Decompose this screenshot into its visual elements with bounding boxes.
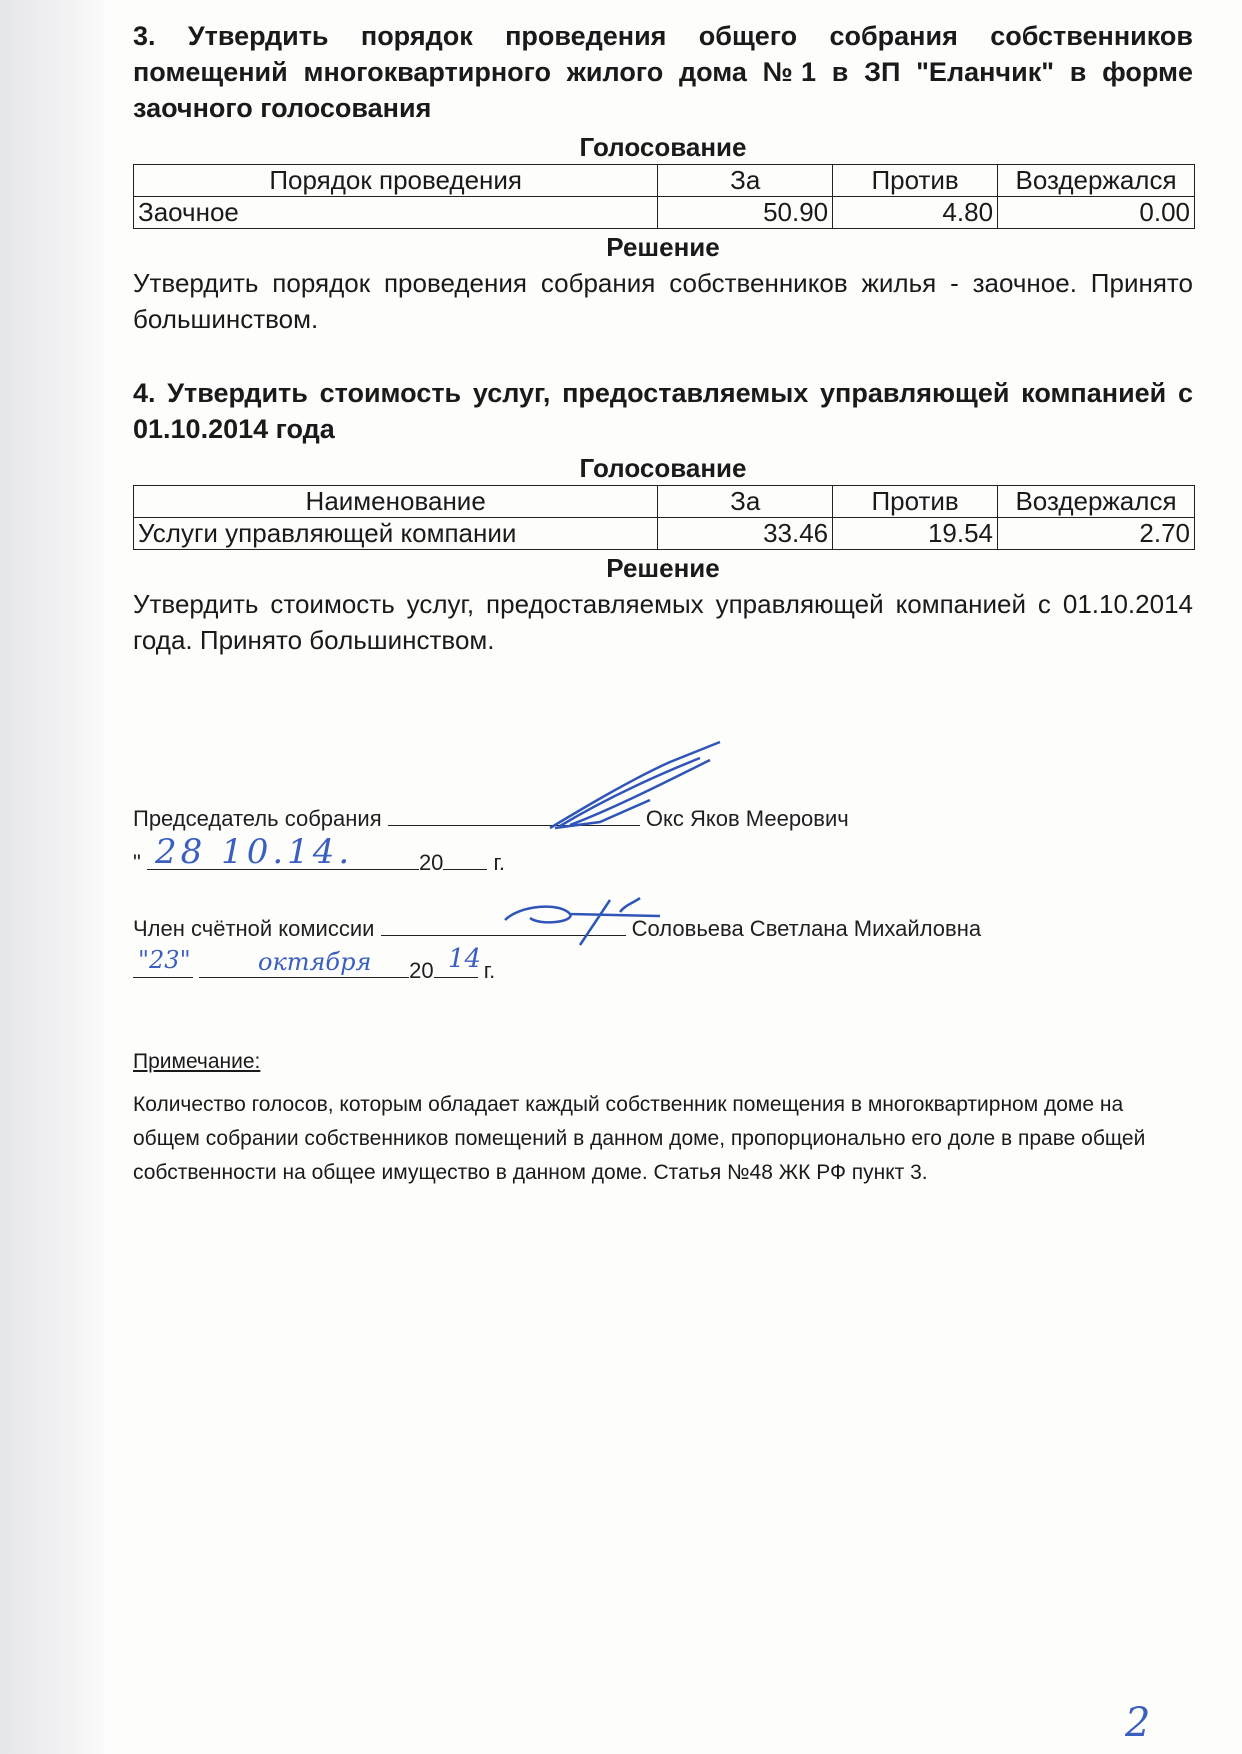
item3-decision-heading: Решение bbox=[606, 232, 720, 262]
year-prefix: 20 bbox=[418, 850, 444, 875]
month-line bbox=[199, 977, 409, 978]
day-line bbox=[133, 977, 193, 978]
date-quote: " bbox=[133, 850, 141, 875]
table-row bbox=[134, 518, 1195, 550]
page-number: 2 bbox=[1125, 1700, 1151, 1746]
votes-against: 19.54 bbox=[833, 518, 998, 550]
col-header: Воздержался bbox=[998, 165, 1195, 197]
col-header: Против bbox=[833, 165, 998, 197]
chair-name: Окс Яков Меерович bbox=[645, 806, 849, 831]
table-header-row bbox=[134, 165, 1195, 197]
chair-handwritten-date: 28 10.14. bbox=[155, 832, 354, 872]
votes-against: 4.80 bbox=[833, 197, 998, 229]
item3-vote-table bbox=[133, 164, 1195, 229]
row-label: Услуги управляющей компании bbox=[134, 518, 658, 550]
item4-vote-table bbox=[133, 485, 1195, 550]
counter-handwritten-day: "23" bbox=[138, 946, 191, 974]
counter-signature-icon bbox=[500, 890, 670, 950]
note-text: Количество голосов, которым обладает каждый собственник помещения в многоквартирном доме на общем собрании собственников помещений в данном доме, пропорционально его доле в праве общей собственности на общее имущество в данном доме. Статья №48 ЖК РФ пункт 3. bbox=[133, 1093, 1146, 1184]
counter-handwritten-month: октября bbox=[258, 948, 372, 976]
year-line bbox=[443, 869, 487, 870]
item4-title: 4. Утвердить стоимость услуг, предоставляемых управляющей компанией с 01.10.2014 года bbox=[133, 378, 1193, 444]
item4-decision-heading: Решение bbox=[606, 553, 720, 583]
item3-vote-heading: Голосование bbox=[579, 132, 747, 162]
votes-for: 33.46 bbox=[658, 518, 833, 550]
row-label: Заочное bbox=[134, 197, 658, 229]
votes-abstain: 0.00 bbox=[998, 197, 1195, 229]
item3-decision-text: Утвердить порядок проведения собрания собственников жилья - заочное. Принято большинством. bbox=[133, 268, 1193, 334]
scan-fold-shadow bbox=[0, 0, 105, 1754]
votes-abstain: 2.70 bbox=[998, 518, 1195, 550]
votes-for: 50.90 bbox=[658, 197, 833, 229]
item4-vote-heading: Голосование bbox=[579, 453, 747, 483]
table-header-row bbox=[134, 486, 1195, 518]
year-prefix: 20 bbox=[409, 958, 434, 983]
document-body bbox=[133, 18, 1193, 658]
item4-decision-text: Утвердить стоимость услуг, предоставляемых управляющей компанией с 01.10.2014 года. Принято большинством. bbox=[133, 589, 1193, 655]
counter-name: Соловьева Светлана Михайловна bbox=[631, 916, 982, 941]
note-title: Примечание: bbox=[133, 1050, 261, 1073]
col-header: За bbox=[658, 165, 833, 197]
year-suffix: г. bbox=[493, 850, 505, 875]
col-header: Наименование bbox=[134, 486, 658, 518]
col-header: Воздержался bbox=[998, 486, 1195, 518]
table-row bbox=[134, 197, 1195, 229]
item3-title: 3. Утвердить порядок проведения общего собрания собственников помещений многоквартирного жилого дома №1 в ЗП "Еланчик" в форме заочного голосования bbox=[133, 21, 1193, 123]
counter-handwritten-year: 14 bbox=[448, 944, 482, 974]
counter-role: Член счётной комиссии bbox=[133, 916, 375, 941]
year-line bbox=[434, 977, 478, 978]
chair-role: Председатель собрания bbox=[133, 806, 382, 831]
chair-signature-icon bbox=[540, 740, 730, 835]
year-suffix: г. bbox=[483, 958, 496, 983]
col-header: Порядок проведения bbox=[134, 165, 658, 197]
chair-signature-line bbox=[133, 806, 849, 832]
col-header: Против bbox=[833, 486, 998, 518]
col-header: За bbox=[658, 486, 833, 518]
